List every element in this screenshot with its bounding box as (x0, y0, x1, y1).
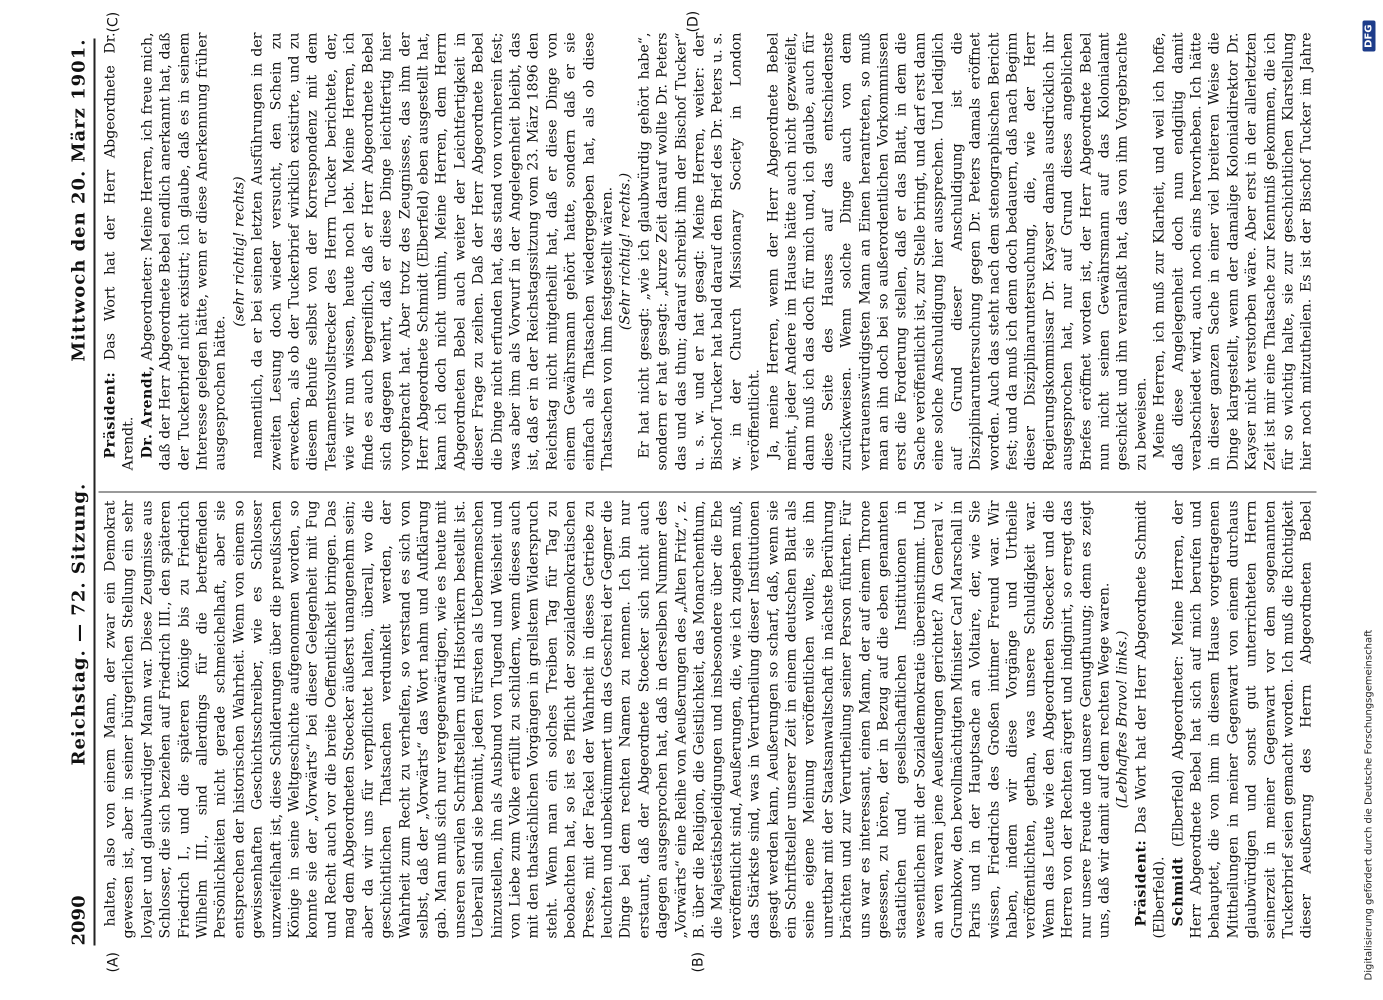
right-text-column (101, 32, 1316, 470)
text-paragraph: Meine Herren, ich muß zur Klarheit, und weil ich hoffe, daß diese Angelegenheit doch nun endgiltig damit verabschiedet wird, auch noch eins hervorheben. Ich hätte in dieser ganzen Sache in einer viel breiteren Weise die Dinge klargestellt, wenn der damalige Kolonialdirektor Dr. Kayser nicht verstorben wäre. Aber erst in der allerletzten Zeit ist mir eine Thatsache zur Kenntniß gekommen, die ich für so wichtig halte, sie zur geschichtlichen Klarstellung hier noch mitzutheilen. Es ist der Bischof Tucker im Jahre (1151, 32, 1315, 470)
left-text-column (101, 500, 1316, 938)
speech-paragraph (1132, 500, 1169, 938)
interjection: (Lebhaftes Bravo! links.) (1114, 630, 1131, 808)
column-divider (98, 491, 1316, 492)
margin-marker-a: (A) (105, 951, 121, 972)
dfg-logo: DFG (1362, 20, 1375, 51)
speaker-name: Dr. Arendt, (138, 364, 155, 458)
speech-text: Das Wort hat der Herr Abgeordnete Dr. Arendt. (102, 32, 137, 470)
page-header (68, 38, 90, 945)
interjection: (sehr richtig! rechts) (230, 175, 247, 327)
speech-text: Abgeordneter: Meine Herren, ich freue mich, daß der Herr Abgeordnete Bebel endlich anerkannt hat, daß der Tuckerbrief nicht existirt; ich glaube, daß es in seinem Interesse gelegen hätte, wenn er diese Anerkennung früher ausgesprochen hätte. (138, 32, 229, 470)
digitization-credit: Digitalisierung gefördert durch die Deutsche Forschungsgemeinschaft (1362, 629, 1374, 980)
speech-text: Das Wort hat der Herr Abgeordnete Schmidt (Elberfeld). (1132, 500, 1168, 938)
speaker-name: Schmidt (1169, 856, 1186, 926)
text-paragraph: Er hat nicht gesagt: „wie ich glaubwürdig gehört habe“, sondern er hat gesagt: „kurze Zeit darauf wollte Dr. Peters das und das thun; darauf schreibt ihm der Bischof Tucker“ u. s. w. und er hat gesagt: Meine Herren, weiter: der Bischof Tucker hat bald darauf den Brief des Dr. Peters u. s. w. in der Church Missionary Society in London veröffentlicht. (635, 32, 763, 470)
margin-marker-d: (D) (685, 10, 701, 32)
speaker-name: Präsident: (1132, 839, 1149, 926)
session-date: Mittwoch den 20. März 1901. (68, 38, 89, 362)
page-number: 2090 (68, 894, 89, 945)
margin-marker-c: (C) (105, 11, 121, 32)
speech-paragraph (1169, 500, 1316, 938)
speaker-name: Präsident: (102, 371, 118, 458)
text-paragraph: Ja, meine Herren, wenn der Herr Abgeordnete Bebel meint, jeder Andere im Hause hätte auch nicht gezweifelt, dann muß ich das doch für mich und, ich glaube, auch für diese Seite des Hauses auf das entschiedenste zurückweisen. Wenn solche Dinge auch von dem vertrauenswürdigsten Mann an Einen herantreten, so muß man an ihn doch bei so außerordentlichen Vorkommnissen erst die Forderung stellen, daß er das Blatt, in dem die Sache veröffentlicht ist, zur Stelle bringt, und darf erst dann eine solche Anschuldigung hier aussprechen. Und lediglich auf Grund dieser Anschuldigung ist die Disziplinaruntersuchung gegen Dr. Peters damals eröffnet worden. Auch das steht nach dem stenographischen Bericht fest; und da muß ich denn doch bedauern, daß nach Beginn dieser Disziplinaruntersuchung, die, wie der Herr Regierungskommissar Dr. Kayser damals ausdrücklich ihr ausgesprochen hat, nur auf Grund dieses angeblichen Briefes eröffnet worden ist, der Herr Abgeordnete Bebel nun nicht seinen Gewährsmann auf das Kolonialamt geschickt und ihn veranlaßt hat, das von ihm Vorgebrachte zu beweisen. (764, 32, 1149, 470)
margin-marker-b: (B) (690, 951, 706, 972)
speech-paragraph (101, 32, 138, 470)
session-title: Reichstag. — 72. Sitzung. (68, 482, 89, 765)
header-rule (93, 38, 95, 945)
text-paragraph: halten, also von einem Mann, der zwar ein Demokrat gewesen ist, aber in seiner bürgerlichen Stellung ein sehr loyaler und glaubwürdiger Mann war. Diese Zeugnisse aus Schlosser, die sich beziehen auf Friedrich III., den späteren Friedrich I., und die späteren Könige bis zu Friedrich Wilhelm III., sind allerdings für die betreffenden Persönlichkeiten nicht gerade schmeichelhaft, aber sie entsprechen der historischen Wahrheit. Wenn von einem so gewissenhaften Geschichtsschreiber, wie es Schlosser unzweifelhaft ist, diese Schilderungen über die preußischen Könige in seine Weltgeschichte aufgenommen worden, so konnte sie der „Vorwärts“ bei dieser Gelegenheit mit Fug und Recht auch vor die breite Oeffentlichkeit bringen. Das mag dem Abgeordneten Stoecker äußerst unangenehm sein; aber da wir uns für verpflichtet halten, überall, wo die geschichtlichen Thatsachen verdunkelt werden, der Wahrheit zum Recht zu verhelfen, so verstand es sich von selbst, daß der „Vorwärts“ das Wort nahm und Aufklärung gab. Man muß sich nur vergegenwärtigen, wie es heute mit unseren servilen Schriftstellern und Historikern bestellt ist. Ueberall sind sie bemüht, jeden Fürsten als Uebermenschen hinzustellen, ihn als Ausbund von Tugend und Weisheit und von Liebe zum Volke erfüllt zu schildern, wenn dieses auch mit den thatsächlichen Vorgängen in grellstem Widerspruch steht. Wenn man ein solches Treiben Tag für Tag zu beobachten hat, so ist es Pflicht der sozialdemokratischen Presse, mit der Fackel der Wahrheit in dieses Getriebe zu leuchten und unbekümmert um das Geschrei der Gegner die Dinge bei dem rechten Namen zu nennen. Ich bin nur erstaunt, daß der Abgeordnete Stoecker sich nicht auch dagegen ausgesprochen hat, daß in derselben Nummer des „Vorwärts“ eine Reihe von Aeußerungen des „Alten Fritz“, z. B. über die Religion, die Geistlichkeit, das Monarchenthum, die Majestätsbeleidigungen und insbesondere über die Ehe veröffentlicht sind, Aeußerungen, die, wie ich zugeben muß, das Stärkste sind, was in Verurtheilung dieser Institutionen gesagt werden kann, Aeußerungen so scharf, daß, wenn sie ein Schriftsteller unserer Zeit in einem deutschen Blatt als seine eigene Meinung veröffentlichen wollte, sie ihn unrettbar mit der Staatsanwaltschaft in nächste Berührung brächten und zur Verurtheilung seiner Person führten. Für uns war es interessant, einen Mann, der auf einem Throne gesessen, zu hören, der in Bezug auf die eben genannten staatlichen und gesellschaftlichen Institutionen in wesentlichen mit der Sozialdemokratie übereinstimmt. Und an wen waren jene Aeußerungen gerichtet? An General v. Grumbkow, den bevollmächtigten Minister Carl Marschall in Paris und in der Hauptsache an Voltaire, der, wie Sie wissen, Friedrichs des Großen intimer Freund war. Wir haben, indem wir diese Vorgänge und Urtheile veröffentlichten, gethan, was unsere Schuldigkeit war. Wenn das Leute wie den Abgeordneten Stoecker und die Herren von der Rechten ärgert und indignirt, so erregt das nur unsere Freude und unsere Genugthuung; denn es zeigt uns, daß wir damit auf dem rechten Wege waren. (102, 500, 1112, 938)
text-paragraph: namentlich, da er bei seinen letzten Ausführungen in der zweiten Lesung doch wieder versucht, den Schein zu erwecken, als ob der Tuckerbrief wirklich existirte, und zu diesem Behufe selbst von der Korrespondenz mit dem Testamentsvollstrecker des Herrn Tucker berichtete, der, wie wir nun wissen, heute noch lebt. Meine Herren, ich finde es auch begreiflich, daß er Herr Abgeordnete Bebel sich dagegen wehrt, daß er diese Dinge leichtfertig hier vorgebracht hat. Aber trotz des Zeugnisses, das ihm der Herr Abgeordnete Schmidt (Elberfeld) eben ausgestellt hat, kann ich doch nicht umhin, Meine Herren, dem Herrn Abgeordneten Bebel auch weiter der Leichtfertigkeit in dieser Frage zu zeihen. Daß der Herr Abgeordnete Bebel die Dinge nicht erfunden hat, das stand von vornherein fest; was aber ihm als Vorwurf in der Angelegenheit bleibt, das ist, daß er in der Reichstagssitzung vom 23. März 1896 den Reichstag nicht mitgetheilt hat, daß er diese Dinge von einem Gewährsmann gehört hatte, sondern daß er sie einfach als Thatsachen wiedergegeben hat, als ob diese Thatsachen von ihm festgestellt wären. (249, 32, 615, 470)
speech-paragraph (138, 32, 230, 470)
interjection: (Sehr richtig! rechts.) (617, 172, 634, 330)
page-footer (1361, 20, 1375, 980)
speech-text: (Elberfeld) Abgeordneter: Meine Herren, der Herr Abgeordnete Bebel hat sich auf mich berufen und behauptet, die von ihm in diesem Hause vorgetragenen Mittheilungen in meiner Gegenwart von einem durchaus glaubwürdigen und sonst gut unterrichteten Herrn seinerzeit in meiner Gegenwart vor dem sogenannten Tuckerbrief seien gemacht worden. Ich muß die Richtigkeit dieser Aeußerung des Herrn Abgeordneten Bebel (1169, 500, 1315, 938)
